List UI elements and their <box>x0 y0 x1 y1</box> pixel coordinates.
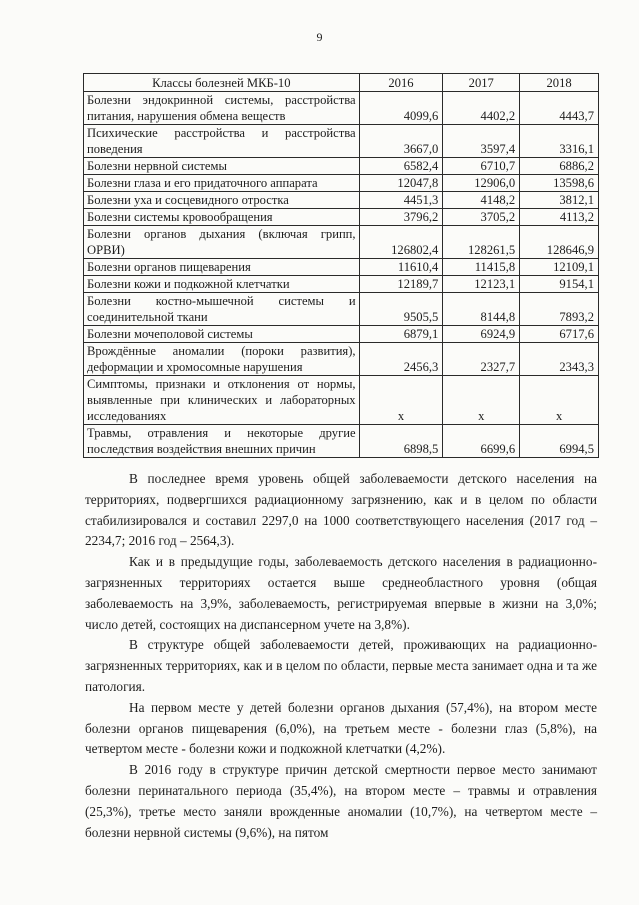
value-2018: 6717,6 <box>520 326 599 343</box>
value-2017: 2327,7 <box>443 343 520 376</box>
value-2018: 3812,1 <box>520 192 599 209</box>
header-disease-class: Классы болезней МКБ-10 <box>84 74 360 92</box>
value-2018: 12109,1 <box>520 259 599 276</box>
disease-class-name: Травмы, отравления и некоторые другие последствия воздействия внешних причин <box>84 425 360 458</box>
value-2016: 12047,8 <box>359 175 443 192</box>
value-2016: 2456,3 <box>359 343 443 376</box>
value-2017: 6699,6 <box>443 425 520 458</box>
value-2018: 13598,6 <box>520 175 599 192</box>
value-2018: х <box>520 376 599 425</box>
value-2016: х <box>359 376 443 425</box>
value-2017: 12123,1 <box>443 276 520 293</box>
header-year-2016: 2016 <box>359 74 443 92</box>
disease-class-name: Болезни глаза и его придаточного аппарата <box>84 175 360 192</box>
disease-class-name: Болезни органов дыхания (включая грипп, ОРВИ) <box>84 226 360 259</box>
header-year-2017: 2017 <box>443 74 520 92</box>
disease-class-name: Болезни органов пищеварения <box>84 259 360 276</box>
disease-class-name: Психические расстройства и расстройства поведения <box>84 125 360 158</box>
value-2018: 4443,7 <box>520 92 599 125</box>
value-2017: 8144,8 <box>443 293 520 326</box>
value-2018: 4113,2 <box>520 209 599 226</box>
table-row <box>84 226 599 259</box>
table-row <box>84 326 599 343</box>
value-2016: 12189,7 <box>359 276 443 293</box>
table-row <box>84 259 599 276</box>
table-row <box>84 175 599 192</box>
paragraph: В 2016 году в структуре причин детской смертности первое место занимают болезни перинатального периода (35,4%), на втором месте – травмы и отравления (25,3%), третье место заняли врожденные аномалии (10,7%), на четвертом месте – болезни нервной системы (9,6%), на пятом <box>85 762 597 840</box>
table-row <box>84 425 599 458</box>
value-2017: 4402,2 <box>443 92 520 125</box>
value-2017: х <box>443 376 520 425</box>
page-number: 9 <box>316 30 323 44</box>
value-2016: 6898,5 <box>359 425 443 458</box>
value-2016: 9505,5 <box>359 293 443 326</box>
table-row <box>84 125 599 158</box>
table-row <box>84 343 599 376</box>
value-2018: 6994,5 <box>520 425 599 458</box>
disease-class-name: Болезни эндокринной системы, расстройства питания, нарушения обмена веществ <box>84 92 360 125</box>
table-row <box>84 92 599 125</box>
table-row <box>84 276 599 293</box>
paragraph: Как и в предыдущие годы, заболеваемость детского населения в радиационно-загрязненных территориях остается выше среднеобластного уровня (общая заболеваемость на 3,9%, заболеваемость, регистрируемая впервые в жизни на 3,0%; число детей, состоящих на диспансерном учете на 3,8%). <box>85 554 597 632</box>
disease-class-name: Врождённые аномалии (пороки развития), деформации и хромосомные нарушения <box>84 343 360 376</box>
value-2017: 128261,5 <box>443 226 520 259</box>
table-row <box>84 293 599 326</box>
value-2017: 11415,8 <box>443 259 520 276</box>
table-header-row <box>84 74 599 92</box>
value-2016: 4099,6 <box>359 92 443 125</box>
value-2017: 12906,0 <box>443 175 520 192</box>
value-2016: 3796,2 <box>359 209 443 226</box>
value-2018: 7893,2 <box>520 293 599 326</box>
disease-class-name: Болезни костно-мышечной системы и соединительной ткани <box>84 293 360 326</box>
value-2017: 6710,7 <box>443 158 520 175</box>
paragraph: В последнее время уровень общей заболеваемости детского населения на территориях, подвергшихся радиационному загрязнению, как и в целом по области стабилизировался и составил 2297,0 на 1000 соответствующего населения (2017 год – 2234,7; 2016 год – 2564,3). <box>85 471 597 549</box>
value-2017: 3597,4 <box>443 125 520 158</box>
disease-class-name: Болезни кожи и подкожной клетчатки <box>84 276 360 293</box>
table-row <box>84 192 599 209</box>
value-2016: 4451,3 <box>359 192 443 209</box>
table-row <box>84 376 599 425</box>
disease-incidence-table <box>83 73 599 458</box>
disease-class-name: Болезни мочеполовой системы <box>84 326 360 343</box>
table-row <box>84 158 599 175</box>
body-text <box>85 469 597 843</box>
value-2017: 4148,2 <box>443 192 520 209</box>
disease-class-name: Болезни системы кровообращения <box>84 209 360 226</box>
value-2016: 6582,4 <box>359 158 443 175</box>
paragraph: В структуре общей заболеваемости детей, проживающих на радиационно-загрязненных территориях, как и в целом по области, первые места занимает одна и та же патология. <box>85 637 597 694</box>
value-2018: 6886,2 <box>520 158 599 175</box>
value-2016: 11610,4 <box>359 259 443 276</box>
disease-class-name: Болезни уха и сосцевидного отростка <box>84 192 360 209</box>
value-2017: 3705,2 <box>443 209 520 226</box>
value-2016: 3667,0 <box>359 125 443 158</box>
header-year-2018: 2018 <box>520 74 599 92</box>
value-2018: 9154,1 <box>520 276 599 293</box>
value-2018: 128646,9 <box>520 226 599 259</box>
value-2016: 126802,4 <box>359 226 443 259</box>
value-2018: 3316,1 <box>520 125 599 158</box>
value-2018: 2343,3 <box>520 343 599 376</box>
value-2016: 6879,1 <box>359 326 443 343</box>
paragraph: На первом месте у детей болезни органов дыхания (57,4%), на втором месте болезни органов пищеварения (6,0%), на третьем месте - болезни глаз (5,8%), на четвертом месте - болезни кожи и подкожной клетчатки (4,2%). <box>85 699 597 757</box>
disease-class-name: Симптомы, признаки и отклонения от нормы, выявленные при клинических и лабораторных исследованиях <box>84 376 360 425</box>
disease-class-name: Болезни нервной системы <box>84 158 360 175</box>
value-2017: 6924,9 <box>443 326 520 343</box>
table-row <box>84 209 599 226</box>
